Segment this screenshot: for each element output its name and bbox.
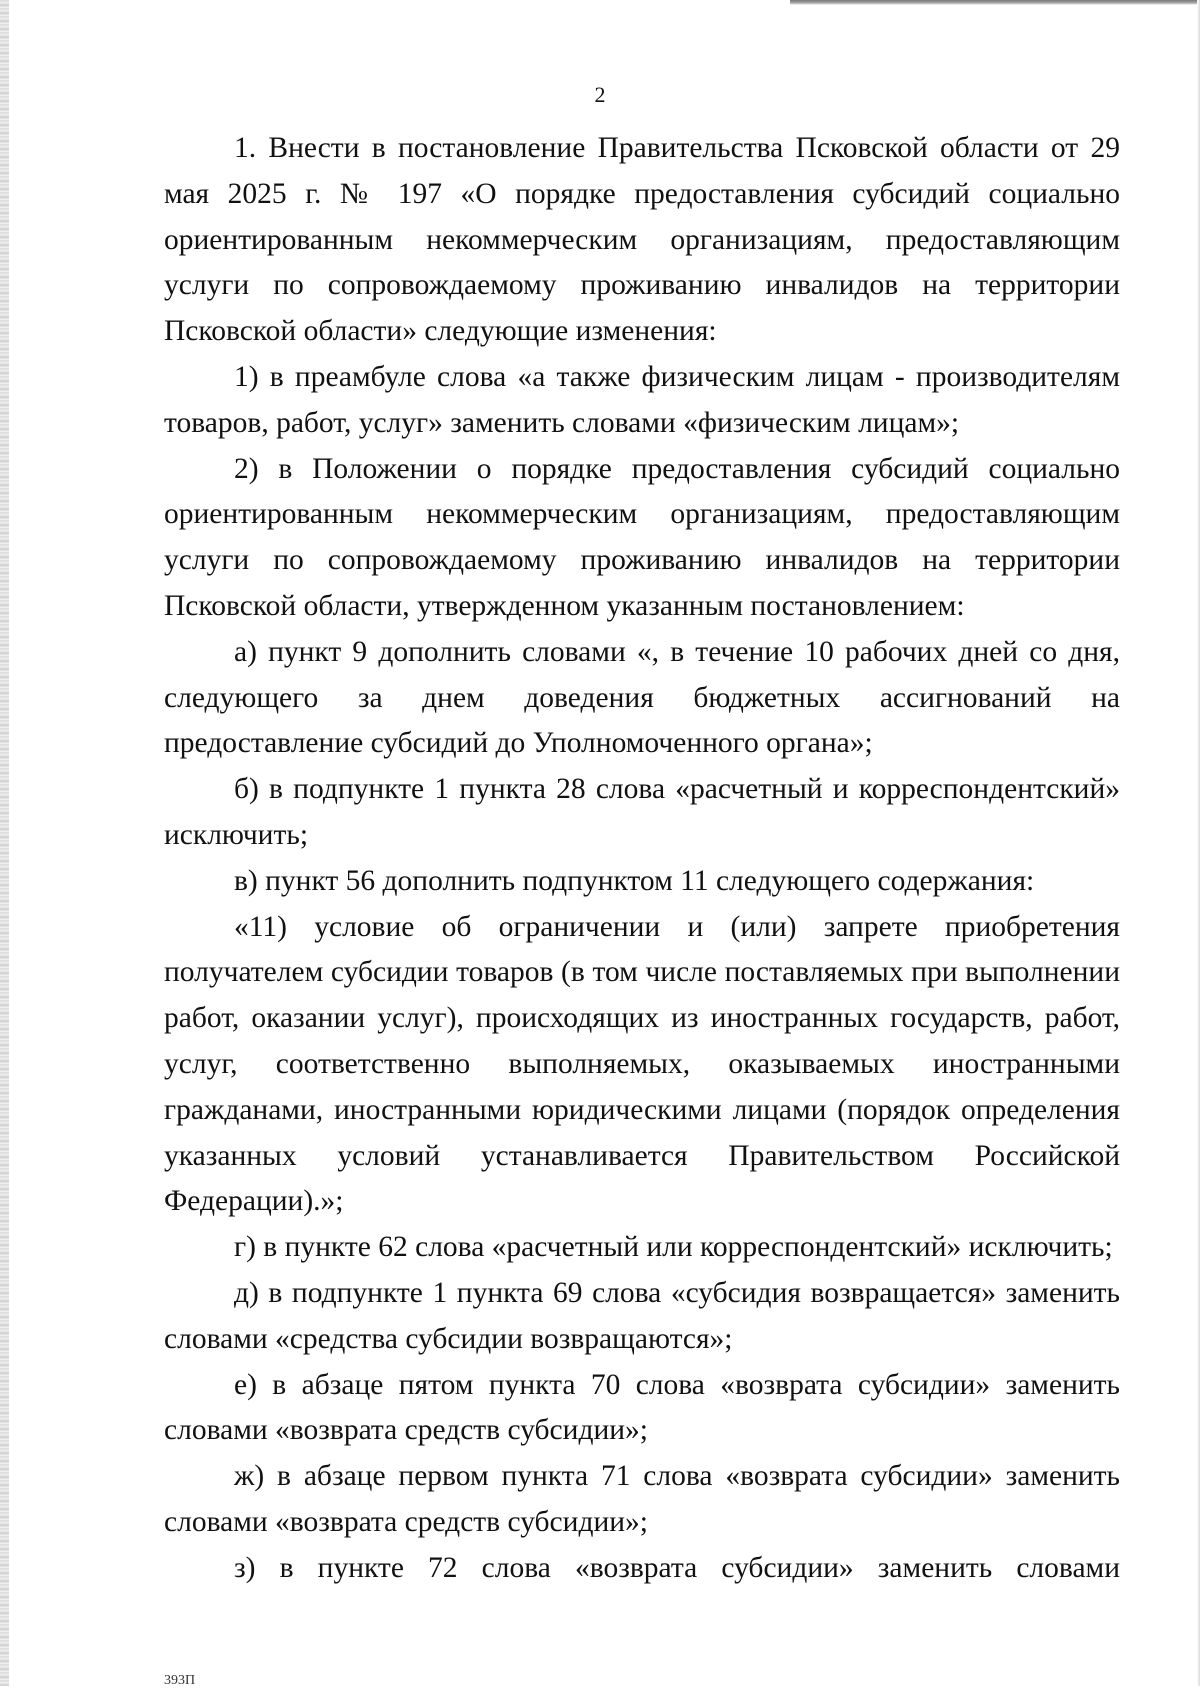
paragraph-subitem-d: д) в подпункте 1 пункта 69 слова «субсидия возвращается» заменить словами «средства субсидии возвращаются»; [164,1276,1120,1355]
paragraph-quoted-subitem-11: «11) условие об ограничении и (или) запрете приобретения получателем субсидии товаров (в том числе поставляемых при выполнении работ, оказании услуг), происходящих из иностранных государств, работ, услуг, соответственно выполняемых, оказываемых иностранными гражданами, иностранными юридическими лицами (порядок определения указанных условий устанавливается Правительством Российской Федерации).»; [164,910,1120,1218]
paragraph-subitem-e: е) в абзаце пятом пункта 70 слова «возврата субсидии» заменить словами «возврата средств субсидии»; [164,1368,1120,1447]
paragraph-subitem-v: в) пункт 56 дополнить подпунктом 11 следующего содержания: [234,864,1035,897]
paragraph-subitem-z: з) в пункте 72 слова «возврата субсидии» заменить словами [234,1551,1120,1584]
paragraph-subitem-b: б) в подпункте 1 пункта 28 слова «расчетный и корреспондентский» исключить; [164,773,1120,851]
footer-document-code: 393П [164,1673,196,1688]
scan-edge-top [790,0,1200,5]
paragraph-item-1-preamble: 1) в преамбуле слова «а также физическим лицам - производителям товаров, работ, услуг» заменить словами «физическим лицам»; [164,360,1120,439]
scan-edge-left [0,0,9,1686]
page-number: 2 [594,82,606,107]
paragraph-subitem-a: а) пункт 9 дополнить словами «, в течение 10 рабочих дней со дня, следующего за днем доведения бюджетных ассигнований на предоставление субсидий до Уполномоченного органа»; [164,635,1120,760]
paragraph-amendment-intro: 1. Внести в постановление Правительства Псковской области от 29 мая 2025 г. № 197 «О порядке предоставления субсидий социально ориентированным некоммерческим организациям, предоставляющим услуги по сопровождаемому проживанию инвалидов на территории Псковской области» следующие изменения: [164,132,1120,348]
paragraph-subitem-zh: ж) в абзаце первом пункта 71 слова «возврата субсидии» заменить словами «возврата средств субсидии»; [164,1460,1120,1538]
document-body [164,126,1120,1592]
paragraph-item-2-regulation: 2) в Положении о порядке предоставления субсидий социально ориентированным некоммерческим организациям, предоставляющим услуги по сопровождаемому проживанию инвалидов на территории Псковской области, утвержденном указанным постановлением: [164,452,1120,622]
paragraph-subitem-g: г) в пункте 62 слова «расчетный или корреспондентский» исключить; [234,1231,1113,1264]
